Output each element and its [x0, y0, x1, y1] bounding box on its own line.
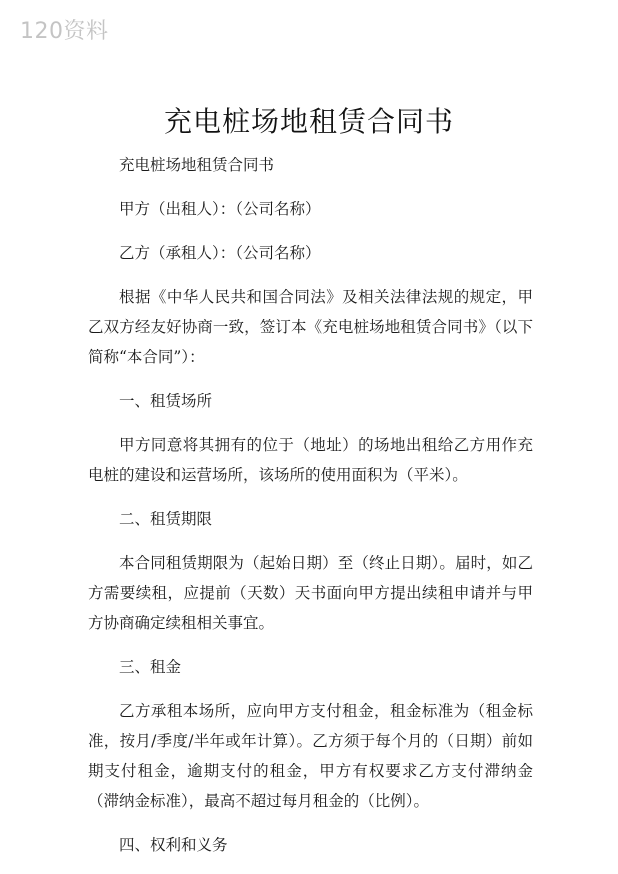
section-body-2: 本合同租赁期限为（起始日期）至（终止日期）。届时，如乙方需要续租，应提前（天数）天书面向甲方提出续租申请并与甲方协商确定续租相关事宜。	[88, 554, 533, 632]
subtitle: 充电桩场地租赁合同书	[119, 156, 275, 174]
document-title: 充电桩场地租赁合同书	[163, 105, 454, 138]
preamble-paragraph: 根据《中华人民共和国合同法》及相关法律法规的规定，甲乙双方经友好协商一致，签订本《充电桩场地租赁合同书》（以下简称“本合同”）：	[88, 288, 533, 366]
section-body-3: 乙方承租本场所，应向甲方支付租金，租金标准为（租金标准，按月/季度/半年或年计算）。乙方须于每个月的（日期）前如期支付租金，逾期支付的租金，甲方有权要求乙方支付滞纳金（滞纳金标准），最高不超过每月租金的（比例）。	[88, 702, 533, 810]
section-heading-4: 四、权利和义务	[119, 836, 228, 854]
section-heading-3: 三、租金	[119, 658, 182, 676]
party-b: 乙方（承租人）：（公司名称）	[119, 244, 321, 262]
watermark-logo: 120资料	[20, 19, 109, 44]
section-body-1: 甲方同意将其拥有的位于（地址）的场地出租给乙方用作充电桩的建设和运营场所，该场所的使用面积为（平米）。	[88, 436, 533, 484]
section-heading-1: 一、租赁场所	[119, 392, 213, 410]
party-a: 甲方（出租人）：（公司名称）	[119, 200, 321, 218]
section-heading-2: 二、租赁期限	[119, 510, 213, 528]
document-body	[88, 150, 533, 874]
